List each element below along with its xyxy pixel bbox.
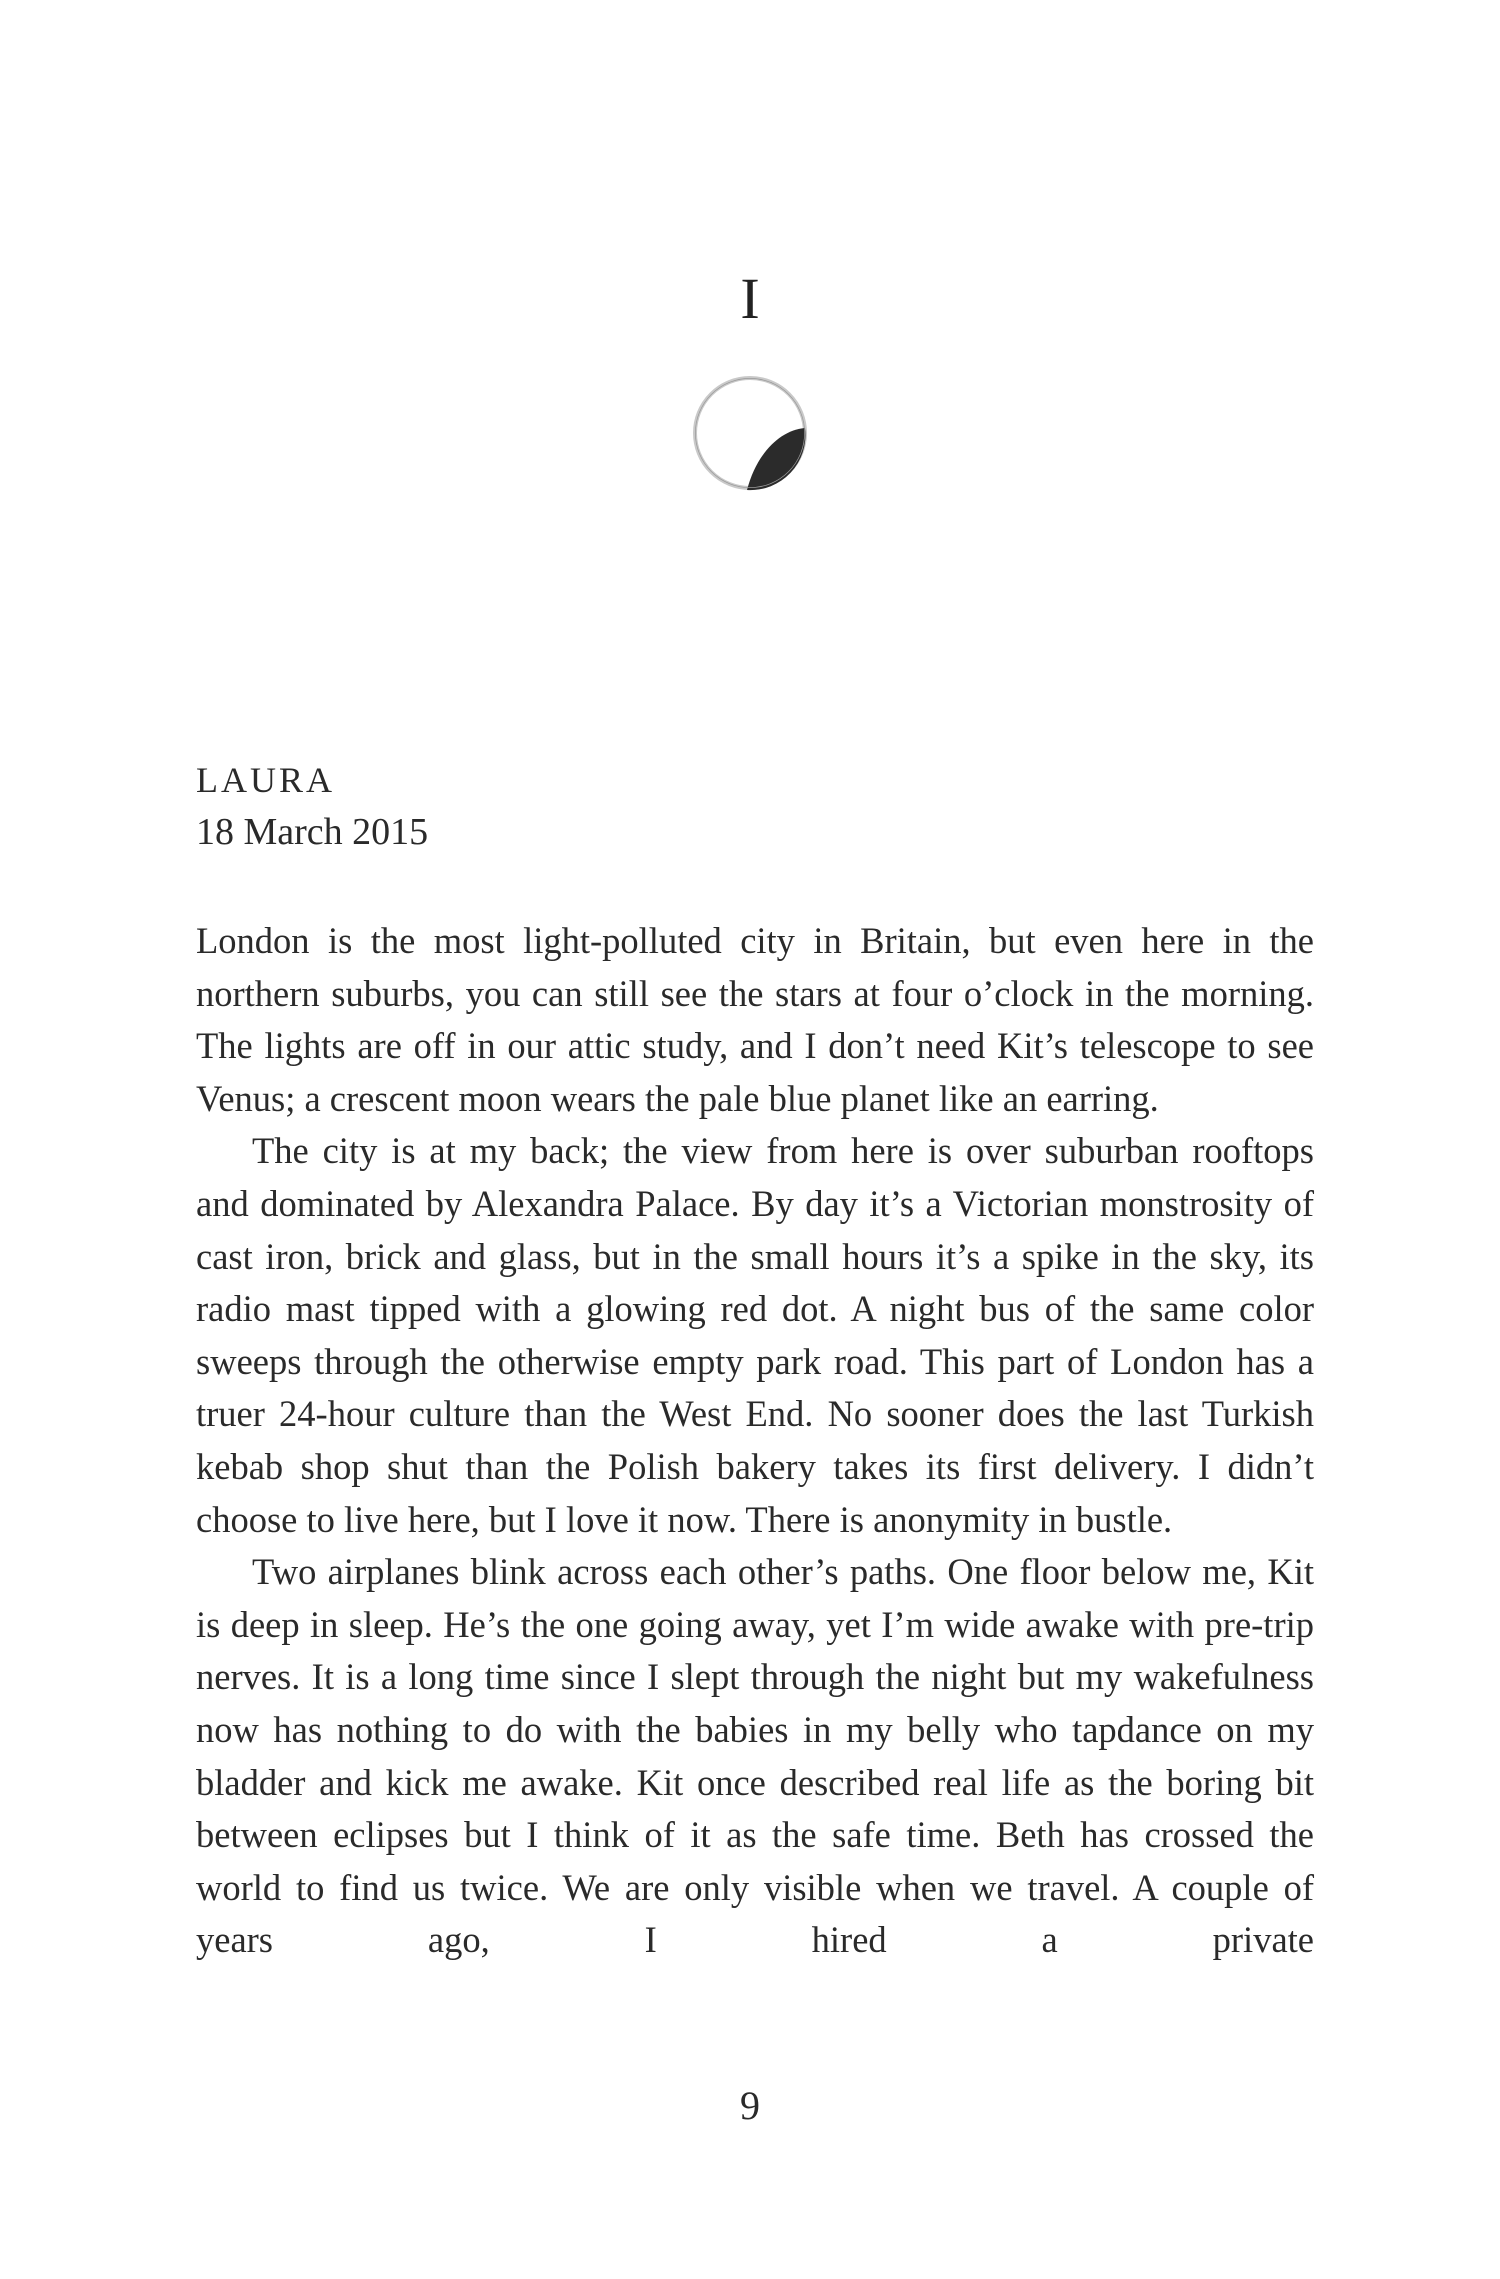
entry-date: 18 March 2015 [196,811,429,853]
narrator-name: LAURA [196,760,335,800]
page-number: 9 [740,2083,760,2128]
paragraph: The city is at my back; the view from here is over suburban rooftops and dominated by Alexandra Palace. By day it’s a Victorian monstrosity of cast iron, brick and glass, but in the small hours it’s a spike in the sky, its radio mast tipped with a glowing red dot. A night bus of the same color sweeps through the otherwise empty park road. This part of London has a truer 24-hour culture than the West End. No sooner does the last Turkish kebab shop shut than the Polish bakery takes its first delivery. I didn’t choose to live here, but I love it now. There is anonymity in bustle. [196,1130,1314,1540]
paragraph: London is the most light-polluted city in Britain, but even here in the northern suburbs, you can still see the stars at four o’clock in the morning. The lights are off in our attic study, and I don’t need Kit’s telescope to see Venus; a crescent moon wears the pale blue planet like an earring. [196,920,1314,1119]
paragraph: Two airplanes blink across each other’s paths. One floor below me, Kit is deep in sleep. He’s the one going away, yet I’m wide awake with pre-trip nerves. It is a long time since I slept through the night but my wakefulness now has nothing to do with the babies in my belly who tapdance on my bladder and kick me awake. Kit once described real life as the boring bit between eclipses but I think of it as the safe time. Beth has crossed the world to find us twice. We are only visible when we travel. A couple of years ago, I hired a private [196,1551,1314,1961]
chapter-body [196,915,1314,1967]
eclipse-icon [683,366,817,500]
chapter-number: I [740,266,760,331]
